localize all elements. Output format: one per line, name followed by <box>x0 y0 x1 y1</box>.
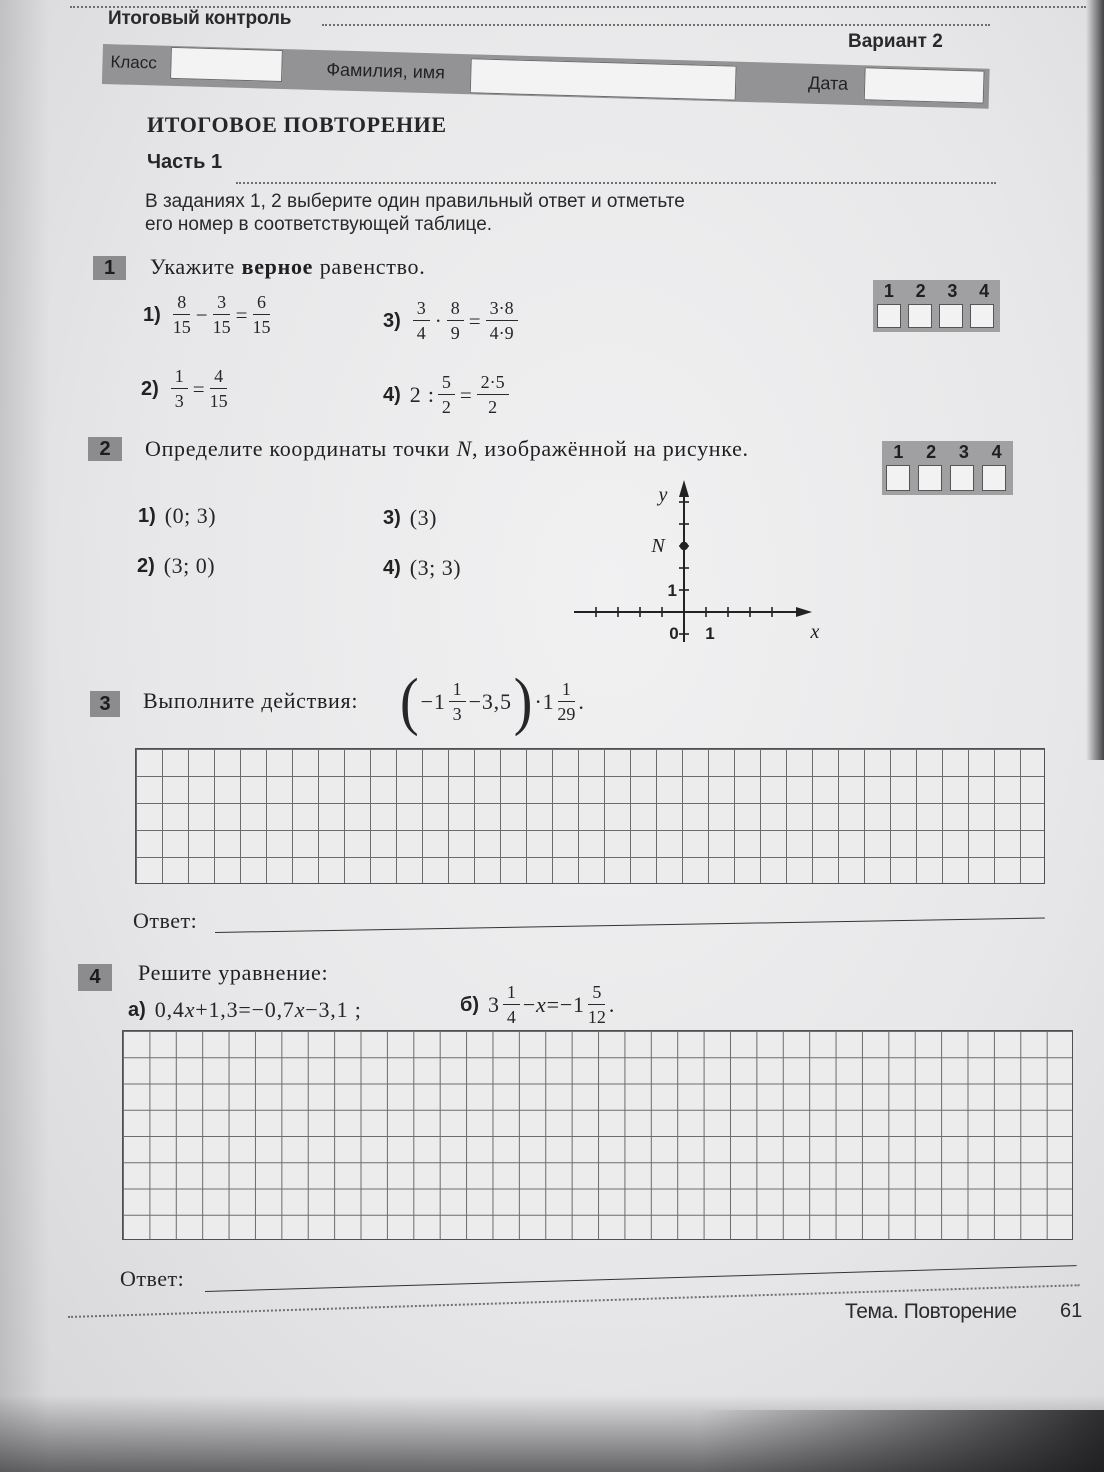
whole-part: 3 <box>488 992 500 1017</box>
option-label: 2) <box>141 377 159 400</box>
denominator: 2 <box>441 397 451 417</box>
task-number-badge: 3 <box>90 691 120 717</box>
task3-prompt: Выполните действия: <box>143 688 359 713</box>
option-label: 3) <box>383 506 401 529</box>
fraction <box>588 982 606 1028</box>
numerator: 6 <box>253 292 270 315</box>
equals-sign: = <box>459 382 472 407</box>
denominator: 4·9 <box>489 323 514 343</box>
denominator: 4 <box>416 323 426 343</box>
option-label: 4) <box>383 383 401 406</box>
answer-boxes-row <box>873 302 1000 332</box>
option-value: (3; 0) <box>163 553 216 578</box>
option-value: (0; 3) <box>164 503 217 528</box>
close-paren: ) <box>513 666 533 738</box>
coordinate-plot <box>560 476 830 648</box>
variant-label: Вариант 2 <box>848 31 943 52</box>
numerator: 8 <box>447 298 464 321</box>
operator: · <box>434 308 442 333</box>
student-info-band <box>102 44 990 109</box>
answer-table-header-cell: 2 <box>926 441 937 462</box>
numerator: 2·5 <box>477 372 509 395</box>
answer-box[interactable] <box>950 465 974 491</box>
task2-prompt-start: Определите координаты точки <box>145 436 451 461</box>
page-shadow-left <box>0 0 50 1472</box>
option-value: (3; 3) <box>409 555 462 580</box>
denominator: 15 <box>212 317 231 337</box>
answer-box[interactable] <box>970 304 994 328</box>
task2-option-2 <box>137 553 215 579</box>
answer-box[interactable] <box>982 465 1006 491</box>
answer-table-header <box>873 280 1000 302</box>
name-label: Фамилия, имя <box>326 59 446 83</box>
fraction <box>477 372 509 418</box>
task-number-badge: 1 <box>93 256 126 280</box>
task4-equation-a <box>128 997 362 1023</box>
part-label: б) <box>460 993 480 1016</box>
task2-option-3 <box>383 505 437 531</box>
answer-table-header-cell: 3 <box>947 280 958 301</box>
option-label: 1) <box>138 504 156 527</box>
task3-expression <box>398 666 585 738</box>
numerator: 1 <box>503 982 520 1005</box>
fraction <box>213 292 231 338</box>
period: . <box>608 992 616 1017</box>
fraction <box>449 679 466 725</box>
fraction <box>503 982 520 1028</box>
numerator: 3 <box>413 298 430 321</box>
answer-box[interactable] <box>908 304 932 328</box>
period: . <box>578 689 585 714</box>
whole-part: −1 <box>420 689 446 714</box>
answer-table-header-cell: 1 <box>883 280 894 301</box>
fraction <box>171 366 188 412</box>
answer-table-task1 <box>873 280 1000 332</box>
work-grid-task4[interactable] <box>122 1030 1073 1240</box>
coefficient: 0,4 <box>154 997 185 1022</box>
denominator: 12 <box>587 1007 606 1027</box>
fraction <box>438 372 455 418</box>
option-value: (3) <box>409 505 437 530</box>
y-axis-arrow <box>679 480 689 497</box>
numerator: 3·8 <box>486 298 518 321</box>
fraction <box>210 366 228 412</box>
operator: − <box>195 302 208 327</box>
denominator: 4 <box>506 1007 516 1027</box>
task1-prompt-emphasis: верное <box>241 254 314 279</box>
page-edge-shadow-right <box>1086 0 1104 760</box>
task1-prompt <box>150 254 425 280</box>
numerator: 4 <box>210 366 227 389</box>
answer-box[interactable] <box>939 304 963 328</box>
answer-table-header-cell: 1 <box>893 441 904 462</box>
answer-table-header-cell: 3 <box>958 441 969 462</box>
numerator: 3 <box>213 292 230 315</box>
task2-prompt <box>145 436 749 462</box>
task1-option-2 <box>141 366 231 412</box>
page-number: 61 <box>1060 1300 1083 1322</box>
fraction <box>413 298 430 344</box>
instructions-line-1: В заданиях 1, 2 выберите один правильный ответ и отметьте <box>145 191 685 212</box>
task4-prompt: Решите уравнение: <box>138 960 329 985</box>
operator: − <box>522 992 537 1017</box>
denominator: 2 <box>488 397 498 417</box>
answer-label-task3: Ответ: <box>133 908 198 933</box>
option-label: 2) <box>137 554 155 577</box>
numerator: 1 <box>449 679 466 702</box>
fraction <box>252 292 270 338</box>
answer-line-task3[interactable] <box>215 918 1045 933</box>
numerator: 8 <box>173 292 190 315</box>
y-axis-label: y <box>658 484 668 506</box>
option-label: 3) <box>383 309 401 332</box>
task1-option-1 <box>143 292 273 338</box>
answer-box[interactable] <box>877 304 901 328</box>
work-grid-task3[interactable] <box>135 748 1045 884</box>
part-label: а) <box>128 998 146 1021</box>
date-field[interactable] <box>864 67 985 103</box>
class-field[interactable] <box>170 47 283 82</box>
part-dotted-rule <box>236 182 996 184</box>
task-number-badge: 2 <box>88 437 122 461</box>
equals-sign: = <box>192 376 205 401</box>
footer-topic: Тема. Повторение <box>845 1300 1017 1323</box>
fraction <box>447 298 464 344</box>
fraction <box>173 292 191 338</box>
variable: x <box>184 997 196 1022</box>
name-field[interactable] <box>470 58 737 100</box>
whole-part: ·1 <box>534 689 555 714</box>
answer-boxes-row <box>882 463 1013 495</box>
x-axis-arrow <box>796 607 812 617</box>
y-tick-label: 1 <box>667 581 677 600</box>
task2-option-4 <box>383 555 461 581</box>
task2-option-1 <box>138 503 216 529</box>
answer-table-header-cell: 4 <box>991 441 1002 462</box>
numerator: 5 <box>588 982 605 1005</box>
denominator: 15 <box>209 391 228 411</box>
denominator: 15 <box>172 317 191 337</box>
terms: +1,3=−0,7 <box>195 997 295 1022</box>
answer-table-header-cell: 2 <box>915 280 926 301</box>
x-axis-label: x <box>810 621 820 643</box>
numerator: 5 <box>438 372 455 395</box>
point-n-label: N <box>651 535 665 557</box>
answer-label-task4: Ответ: <box>120 1266 185 1291</box>
task1-prompt-start: Укажите <box>150 254 236 279</box>
part-title: Часть 1 <box>147 151 223 173</box>
task1-option-4 <box>383 372 512 418</box>
lead-term: 2 : <box>409 382 435 407</box>
class-label: Класс <box>110 52 158 73</box>
answer-box[interactable] <box>886 465 910 491</box>
equals-sign: = <box>468 308 481 333</box>
x-tick-label: 1 <box>705 624 715 643</box>
variable: x <box>536 992 547 1017</box>
page-corner-shadow <box>700 1410 1104 1472</box>
equals-sign: = <box>235 302 248 327</box>
term: −3,5 <box>468 689 512 714</box>
denominator: 15 <box>252 317 271 337</box>
open-paren: ( <box>400 666 419 738</box>
task-number-badge: 4 <box>78 964 112 991</box>
point-n-marker <box>680 542 688 550</box>
numerator: 1 <box>171 366 188 389</box>
answer-table-task2 <box>882 441 1013 495</box>
denominator: 29 <box>557 704 576 724</box>
denominator: 9 <box>450 323 460 343</box>
answer-box[interactable] <box>918 465 942 491</box>
task2-prompt-point: N <box>456 436 472 461</box>
option-label: 4) <box>383 556 401 579</box>
task1-option-3 <box>383 298 521 344</box>
section-title: ИТОГОВОЕ ПОВТОРЕНИЕ <box>147 112 447 137</box>
terms: =−1 <box>546 992 585 1017</box>
origin-label: 0 <box>669 624 679 643</box>
task4-equation-b <box>460 982 615 1028</box>
numerator: 1 <box>558 679 575 702</box>
option-label: 1) <box>143 303 161 326</box>
denominator: 3 <box>174 391 184 411</box>
task1-prompt-end: равенство. <box>319 254 426 279</box>
variable: x <box>294 997 306 1022</box>
date-label: Дата <box>807 72 849 94</box>
fraction <box>557 679 575 725</box>
task2-prompt-end: , изображённой на рисунке. <box>472 436 749 461</box>
answer-table-header <box>882 441 1013 463</box>
terms: −3,1 ; <box>305 997 362 1022</box>
fraction <box>486 298 518 344</box>
answer-table-header-cell: 4 <box>979 280 990 301</box>
worksheet-header-title: Итоговый контроль <box>108 8 292 29</box>
header-dotted-rule <box>322 24 990 26</box>
denominator: 3 <box>452 704 462 724</box>
instructions-line-2: его номер в соответствующей таблице. <box>145 214 493 235</box>
